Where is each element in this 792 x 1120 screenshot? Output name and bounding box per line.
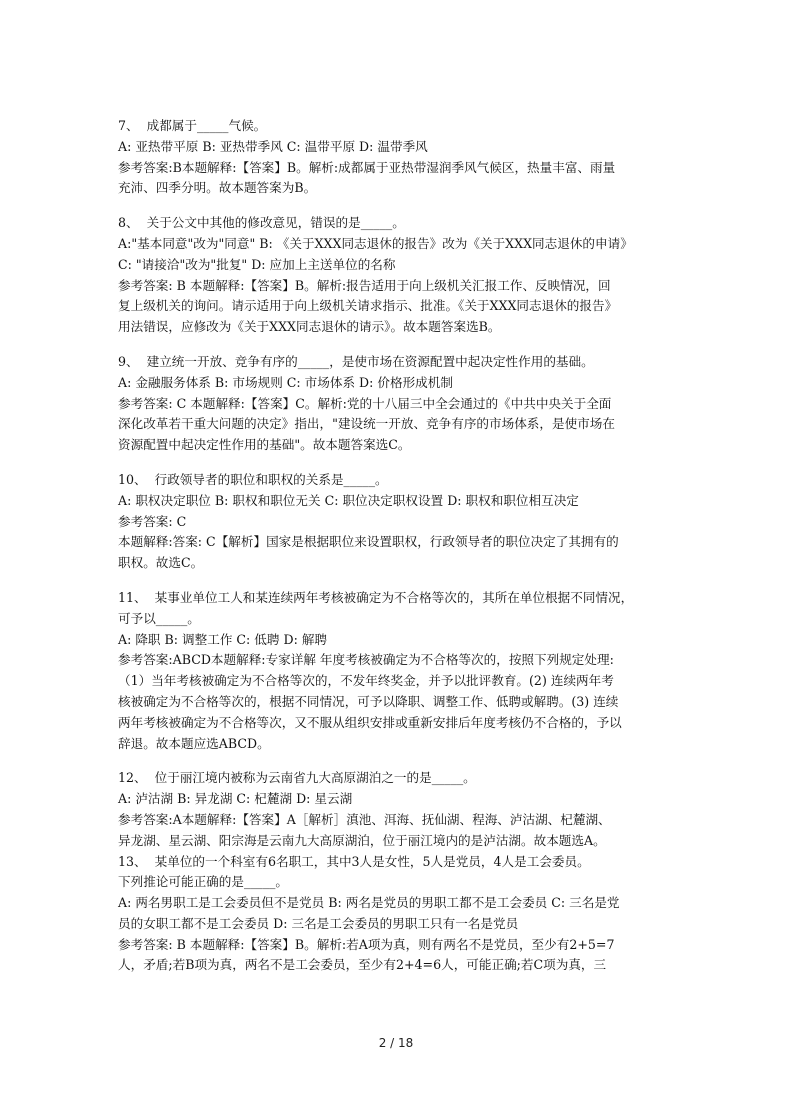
question-options: A: 降职 B: 调整工作 C: 低聘 D: 解聘 [118,631,328,647]
question-13 [118,852,688,977]
question-options: A: 职权决定职位 B: 职权和职位无关 C: 职位决定职权设置 D: 职权和职位相互决定 [118,492,579,508]
question-stem: 8、 关于公文中其他的修改意见，错误的是_____。 [118,215,405,231]
answer-line: 用法错误，应修改为《关于XXX同志退休的请示》。故本题答案选B。 [118,319,501,335]
answer-line: 参考答案: B 本题解释:【答案】B。解析:若A项为真，则有两名不是党员，至少有2+5=7 [118,936,615,952]
question-11 [118,588,688,754]
question-stem: 9、 建立统一开放、竞争有序的_____，是使市场在资源配置中起决定性作用的基础。 [118,353,594,369]
question-options: A: 亚热带平原 B: 亚热带季风 C: 温带平原 D: 温带季风 [118,138,428,154]
question-10 [118,470,688,574]
question-stem: 11、 某事业单位工人和某连续两年考核被确定为不合格等次的，其所在单位根据不同情况， [118,589,634,605]
answer-line: 资源配置中起决定性作用的基础"。故本题答案选C。 [118,437,411,453]
question-7 [118,116,688,199]
answer-line: 复上级机关的询问。请示适用于向上级机关请求指示、批准。《关于XXX同志退休的报告》 [118,298,618,314]
question-12 [118,768,688,851]
question-options: C: "请接洽"改为"批复" D: 应加上主送单位的名称 [118,256,396,272]
question-options: A: 两名男职工是工会委员但不是党员 B: 两名是党员的男职工都不是工会委员 C: 三名是党 [118,895,620,911]
answer-line: 两年考核被确定为不合格等次，又不服从组织安排或重新安排后年度考核仍不合格的，予以 [118,714,622,730]
answer-line: 参考答案:A本题解释:【答案】A［解析］滇池、洱海、抚仙湖、程海、泸沽湖、杞麓湖、 [118,811,611,827]
answer-line: 异龙湖、星云湖、阳宗海是云南九大高原湖泊，位于丽江境内的是泸沽湖。故本题选A。 [118,832,606,848]
page-number: 2 / 18 [378,1036,414,1050]
question-stem: 可予以_____。 [118,610,200,626]
answer-line: （1）当年考核被确定为不合格等次的，不发年终奖金，并予以批评教育。(2) 连续两年考 [118,673,614,689]
question-list [118,116,688,976]
question-stem: 7、 成都属于_____气候。 [118,118,267,133]
answer-line: 深化改革若干重大问题的决定》指出，"建设统一开放、竞争有序的市场体系，是使市场在 [118,416,615,432]
answer-line: 本题解释:答案: C【解析】国家是根据职位来设置职权，行政领导者的职位决定了其拥有的 [118,534,619,550]
answer-line: 人，矛盾;若B项为真，两名不是工会委员，至少有2+4=6人，可能正确;若C项为真，三 [118,957,607,973]
answer-line: 辞退。故本题应选ABCD。 [118,735,270,751]
answer-line: 参考答案:B本题解释:【答案】B。解析:成都属于亚热带湿润季风气候区，热量丰富、雨量 [118,159,616,175]
question-options: A:"基本同意"改为"同意" B: 《关于XXX同志退休的报告》改为《关于XXX同志退休的申请》 [118,235,633,251]
question-stem: 下列推论可能正确的是_____。 [118,874,289,890]
answer-line: 参考答案:ABCD本题解释:专家详解 年度考核被确定为不合格等次的，按照下列规定处理: [118,652,614,668]
question-options: A: 泸沽湖 B: 异龙湖 C: 杞麓湖 D: 星云湖 [118,791,353,807]
question-options: A: 金融服务体系 B: 市场规则 C: 市场体系 D: 价格形成机制 [118,374,453,390]
question-9 [118,352,688,456]
answer-line: 职权。故选C。 [118,555,204,571]
answer-line: 充沛、四季分明。故本题答案为B。 [118,180,317,196]
question-options: 员的女职工都不是工会委员 D: 三名是工会委员的男职工只有一名是党员 [118,915,519,931]
question-stem: 13、 某单位的一个科室有6名职工，其中3人是女性，5人是党员，4人是工会委员。 [118,853,590,869]
question-stem: 10、 行政领导者的职位和职权的关系是_____。 [118,471,388,487]
answer-line: 参考答案: C 本题解释:【答案】C。解析:党的十八届三中全会通过的《中共中央关于全面 [118,395,612,411]
question-8 [118,213,688,338]
answer-line: 参考答案: B 本题解释:【答案】B。解析:报告适用于向上级机关汇报工作、反映情况，回 [118,277,611,293]
answer-line: 核被确定为不合格等次的，根据不同情况，可予以降职、调整工作、低聘或解聘。(3) 连续 [118,693,619,709]
question-stem: 12、 位于丽江境内被称为云南省九大高原湖泊之一的是_____。 [118,770,476,786]
answer-line: 参考答案: C [118,513,187,529]
